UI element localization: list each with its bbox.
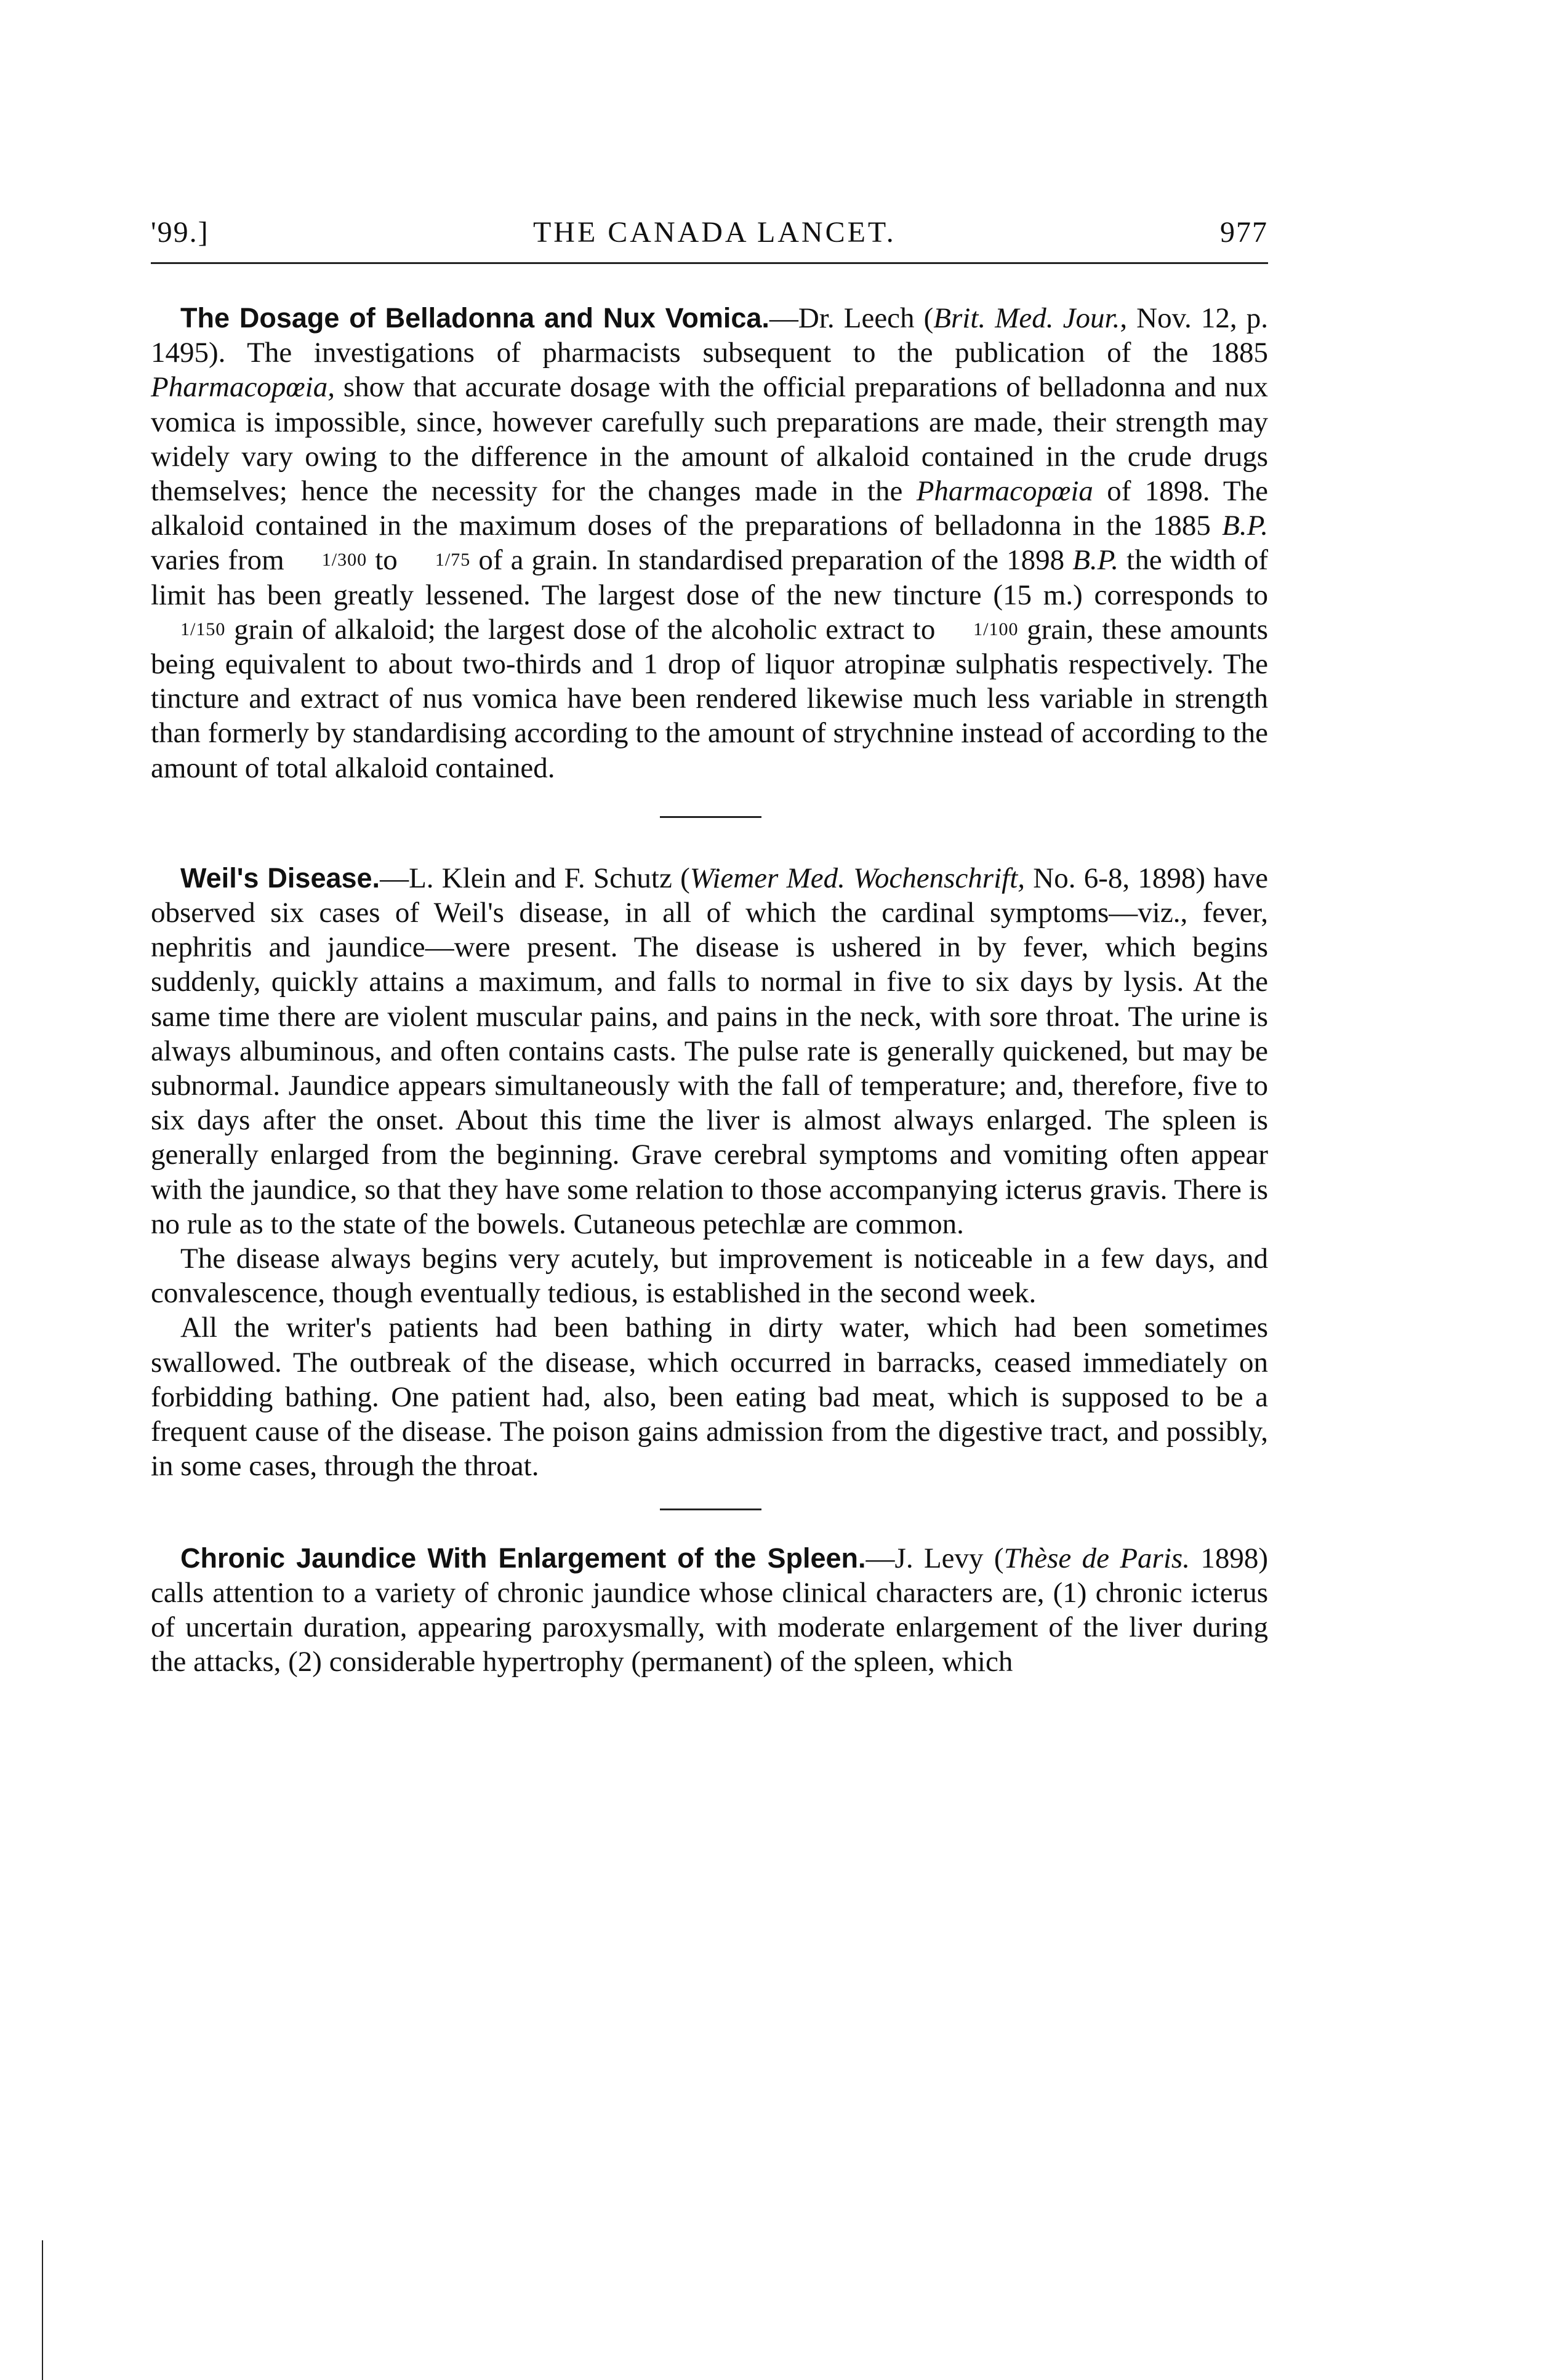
- section-separator: [660, 1509, 761, 1510]
- fraction: 1/100: [973, 619, 1019, 639]
- article-weils-disease: [151, 861, 1268, 1484]
- running-head: [151, 215, 1268, 256]
- article-heading: The Dosage of Belladonna and Nux Vomica.: [180, 302, 769, 334]
- scan-edge-mark: [42, 2240, 43, 2380]
- header-rule: [151, 262, 1268, 264]
- journal-title: THE CANADA LANCET.: [532, 216, 896, 249]
- article-weils-p2: The disease always begins very acutely, but improvement is noticeable in a few days, and convalescence, though eventually tedious, is established in the second week.: [151, 1243, 1268, 1310]
- citation-source: Brit. Med. Jour.: [933, 302, 1120, 334]
- fraction: 1/75: [435, 550, 471, 571]
- page-number: 977: [1220, 216, 1268, 249]
- article-heading: Chronic Jaundice With Enlargement of the Spleen.: [180, 1542, 866, 1574]
- article-chronic-jaundice: [151, 1541, 1268, 1680]
- article-jaundice-p1: Chronic Jaundice With Enlargement of the Spleen.—J. Levy (Thèse de Paris. 1898) calls attention to a variety of chronic jaundice whose clinical characters are, (1) chronic icterus of uncertain duration, appearing paroxysmally, with moderate enlargement of the liver during the attacks, (2) considerable hypertrophy (permanent) of the spleen, which: [151, 1542, 1268, 1678]
- article-heading: Weil's Disease.: [180, 862, 380, 894]
- article-belladonna-body: The Dosage of Belladonna and Nux Vomica.—Dr. Leech (Brit. Med. Jour., Nov. 12, p. 1495). The investigations of pharmacists subsequent to the publication of the 1885 Pharmacopœia, show that accurate dosage with the official preparations of belladonna and nux vomica is impossible, since, however carefully such preparations are made, their strength may widely vary owing to the difference in the amount of alkaloid contained in the crude drugs themselves; hence the necessity for the changes made in the Pharmacopœia of 1898. The alkaloid contained in the maximum doses of the preparations of belladonna in the 1885 B.P. varies from 1/300 to 1/75 of a grain. In standardised preparation of the 1898 B.P. the width of limit has been greatly lessened. The largest dose of the new tincture (15 m.) corresponds to 1/150 grain of alkaloid; the largest dose of the alcoholic extract to 1/100 grain, these amounts being equivalent to about two-thirds and 1 drop of liquor atropinæ sulphatis respectively. The tincture and extract of nus vomica have been rendered likewise much less variable in strength than formerly by standardising according to the amount of strychnine instead of according to the amount of total alkaloid contained.: [151, 302, 1268, 784]
- article-belladonna: [151, 301, 1268, 785]
- journal-page: [151, 215, 1268, 1679]
- article-weils-p3: All the writer's patients had been bathing in dirty water, which had been sometimes swallowed. The outbreak of the disease, which occurred in barracks, ceased immediately on forbidding bathing. One patient had, also, been eating bad meat, which is supposed to be a frequent cause of the disease. The poison gains admission from the digestive tract, and possibly, in some cases, through the throat.: [151, 1312, 1268, 1483]
- citation-source: Wiemer Med. Wochenschrift,: [689, 862, 1026, 894]
- running-head-year: '99.]: [151, 216, 209, 249]
- fraction: 1/150: [180, 619, 226, 639]
- section-separator: [660, 816, 761, 818]
- article-weils-p1: Weil's Disease.—L. Klein and F. Schutz (Wiemer Med. Wochenschrift, No. 6-8, 1898) have observed six cases of Weil's disease, in all of which the cardinal symptoms—viz., fever, nephritis and jaundice—were present. The disease is ushered in by fever, which begins suddenly, quickly attains a maximum, and falls to normal in five to six days by lysis. At the same time there are violent muscular pains, and pains in the neck, with sore throat. The urine is always albuminous, and often contains casts. The pulse rate is generally quickened, but may be subnormal. Jaundice appears simultaneously with the fall of temperature; and, therefore, five to six days after the onset. About this time the liver is almost always enlarged. The spleen is generally enlarged from the beginning. Grave cerebral symptoms and vomiting often appear with the jaundice, so that they have some relation to those accompanying icterus gravis. There is no rule as to the state of the bowels. Cutaneous petechlæ are common.: [151, 862, 1269, 1240]
- citation-source: Thèse de Paris.: [1003, 1542, 1190, 1574]
- fraction: 1/300: [321, 550, 367, 571]
